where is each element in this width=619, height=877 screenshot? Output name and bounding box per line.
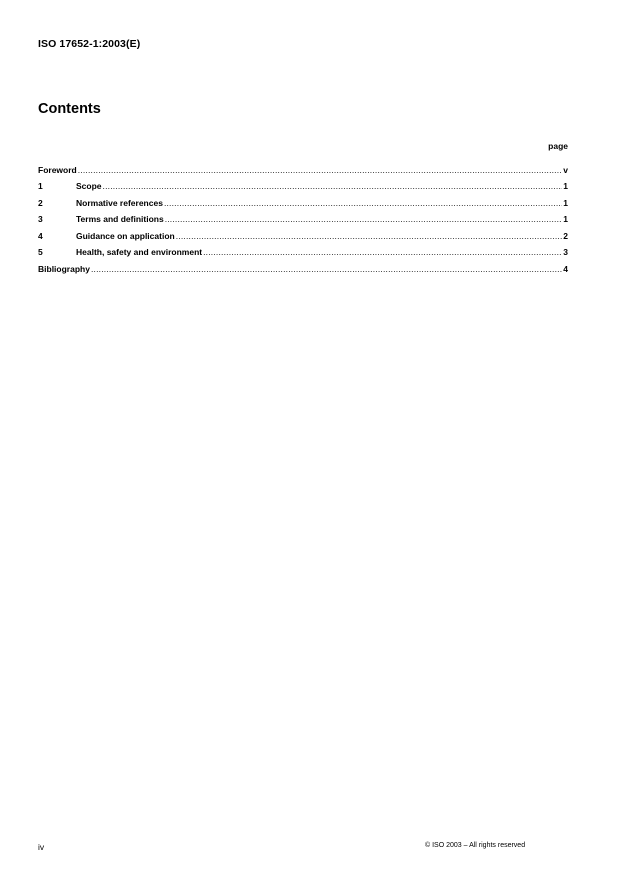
toc-entry-page: 1 [563,181,568,191]
toc-entry-scope[interactable] [38,175,568,192]
toc-entry-page: 4 [563,263,568,274]
toc-leader-dots [164,198,562,208]
toc-entry-number: 3 [38,214,43,224]
toc-entry-number: 2 [38,197,43,208]
toc-entry-title: Normative references [76,197,163,208]
contents-title: Contents [38,101,101,117]
footer-page-number: iv [38,842,45,852]
toc-entry-title: Bibliography [38,263,90,274]
toc-entry-title: Terms and definitions [76,214,164,224]
toc-leader-dots [91,264,562,274]
toc-entry-terms-and-definitions[interactable] [38,208,568,225]
toc-entry-number: 1 [38,181,43,191]
toc-entry-title: Health, safety and environment [76,247,203,257]
toc-entry-title: Scope [76,181,102,191]
toc-leader-dots [165,214,563,224]
toc-entry-page: 3 [563,247,568,257]
toc-leader-dots [103,181,563,191]
toc-entry-title: Foreword [38,164,77,175]
toc-entry-bibliography[interactable] [38,257,568,274]
toc-entry-health-safety-environment[interactable] [38,241,568,258]
toc-leader-dots [203,247,562,257]
toc-entry-title: Guidance on application [76,230,175,241]
toc-entry-page: 1 [563,197,568,208]
toc-leader-dots [176,231,563,241]
toc-entry-number: 5 [38,247,43,257]
toc-entry-guidance-on-application[interactable] [38,224,568,241]
toc-entry-normative-references[interactable] [38,191,568,208]
table-of-contents [38,158,568,274]
toc-entry-foreword[interactable] [38,158,568,175]
page-column-label: page [548,141,568,151]
footer-copyright: © ISO 2003 – All rights reserved [425,842,526,849]
toc-entry-page: 2 [563,230,568,241]
document-id: ISO 17652-1:2003(E) [38,38,141,50]
toc-entry-number: 4 [38,230,43,241]
toc-leader-dots [78,165,563,175]
toc-entry-page: 1 [563,214,568,224]
toc-entry-page: v [563,164,568,175]
